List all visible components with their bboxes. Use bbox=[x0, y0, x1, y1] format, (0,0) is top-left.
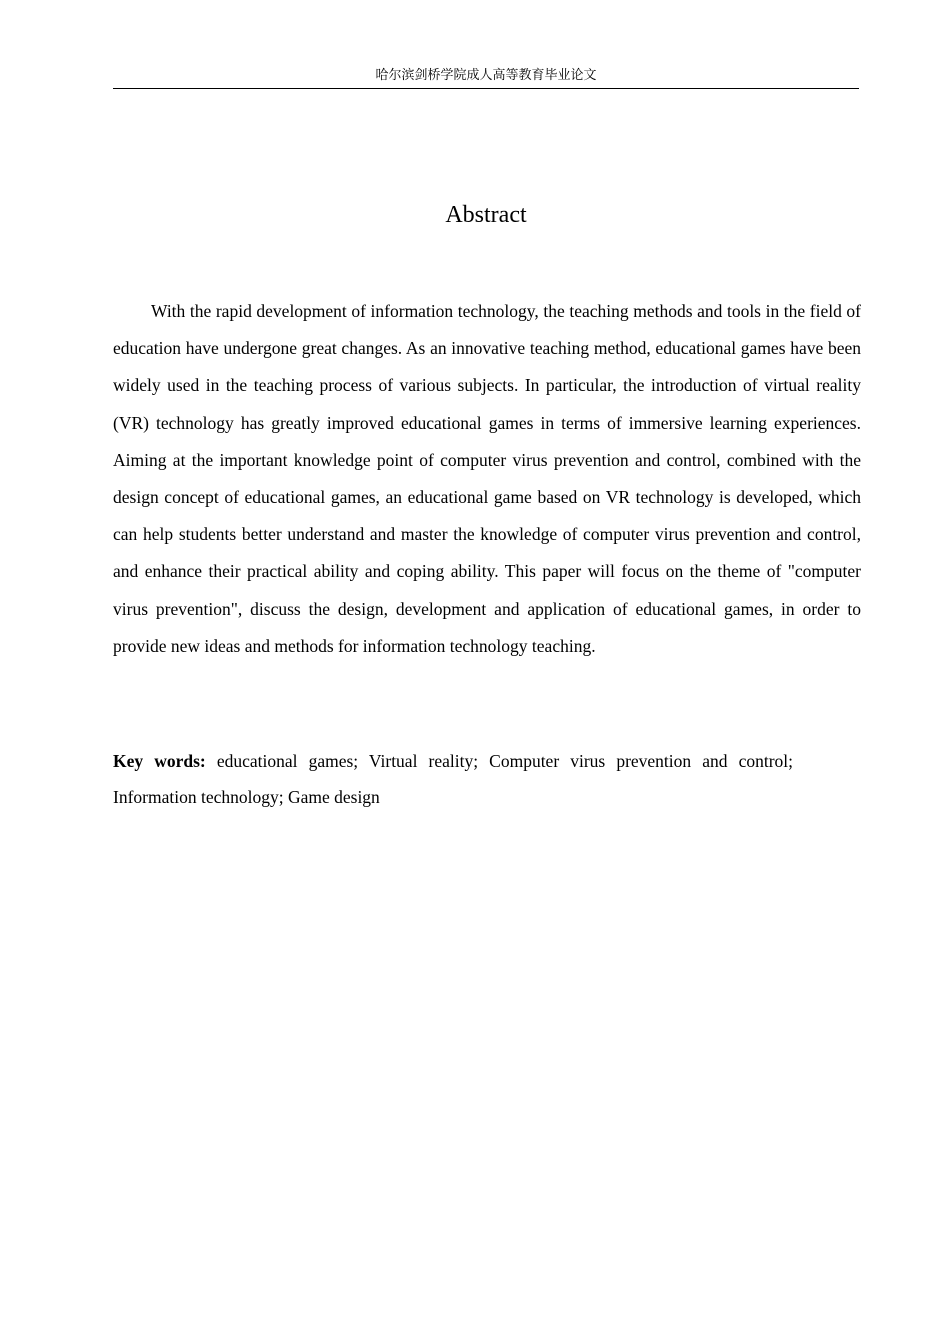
keywords-label: Key words: bbox=[113, 751, 206, 771]
running-title: 哈尔滨剑桥学院成人高等教育毕业论文 bbox=[375, 68, 597, 83]
keywords-text: educational games; Virtual reality; Computer virus prevention and control; Information technology; Game design bbox=[113, 751, 794, 807]
abstract-title: Abstract bbox=[445, 202, 527, 228]
abstract-body: With the rapid development of information technology, the teaching methods and tools in the field of education have undergone great changes. As an innovative teaching method, educational games have been widely used in the teaching process of various subjects. In particular, the introduction of virtual reality (VR) technology has greatly improved educational games in terms of immersive learning experiences. Aiming at the important knowledge point of computer virus prevention and control, combined with the design concept of educational games, an educational game based on VR technology is developed, which can help students better understand and master the knowledge of computer virus prevention and control, and enhance their practical ability and coping ability. This paper will focus on the theme of "computer virus prevention", discuss the design, development and application of educational games, in order to provide new ideas and methods for information technology teaching. bbox=[113, 301, 861, 656]
page-header bbox=[113, 66, 859, 89]
keywords-paragraph bbox=[113, 743, 793, 815]
